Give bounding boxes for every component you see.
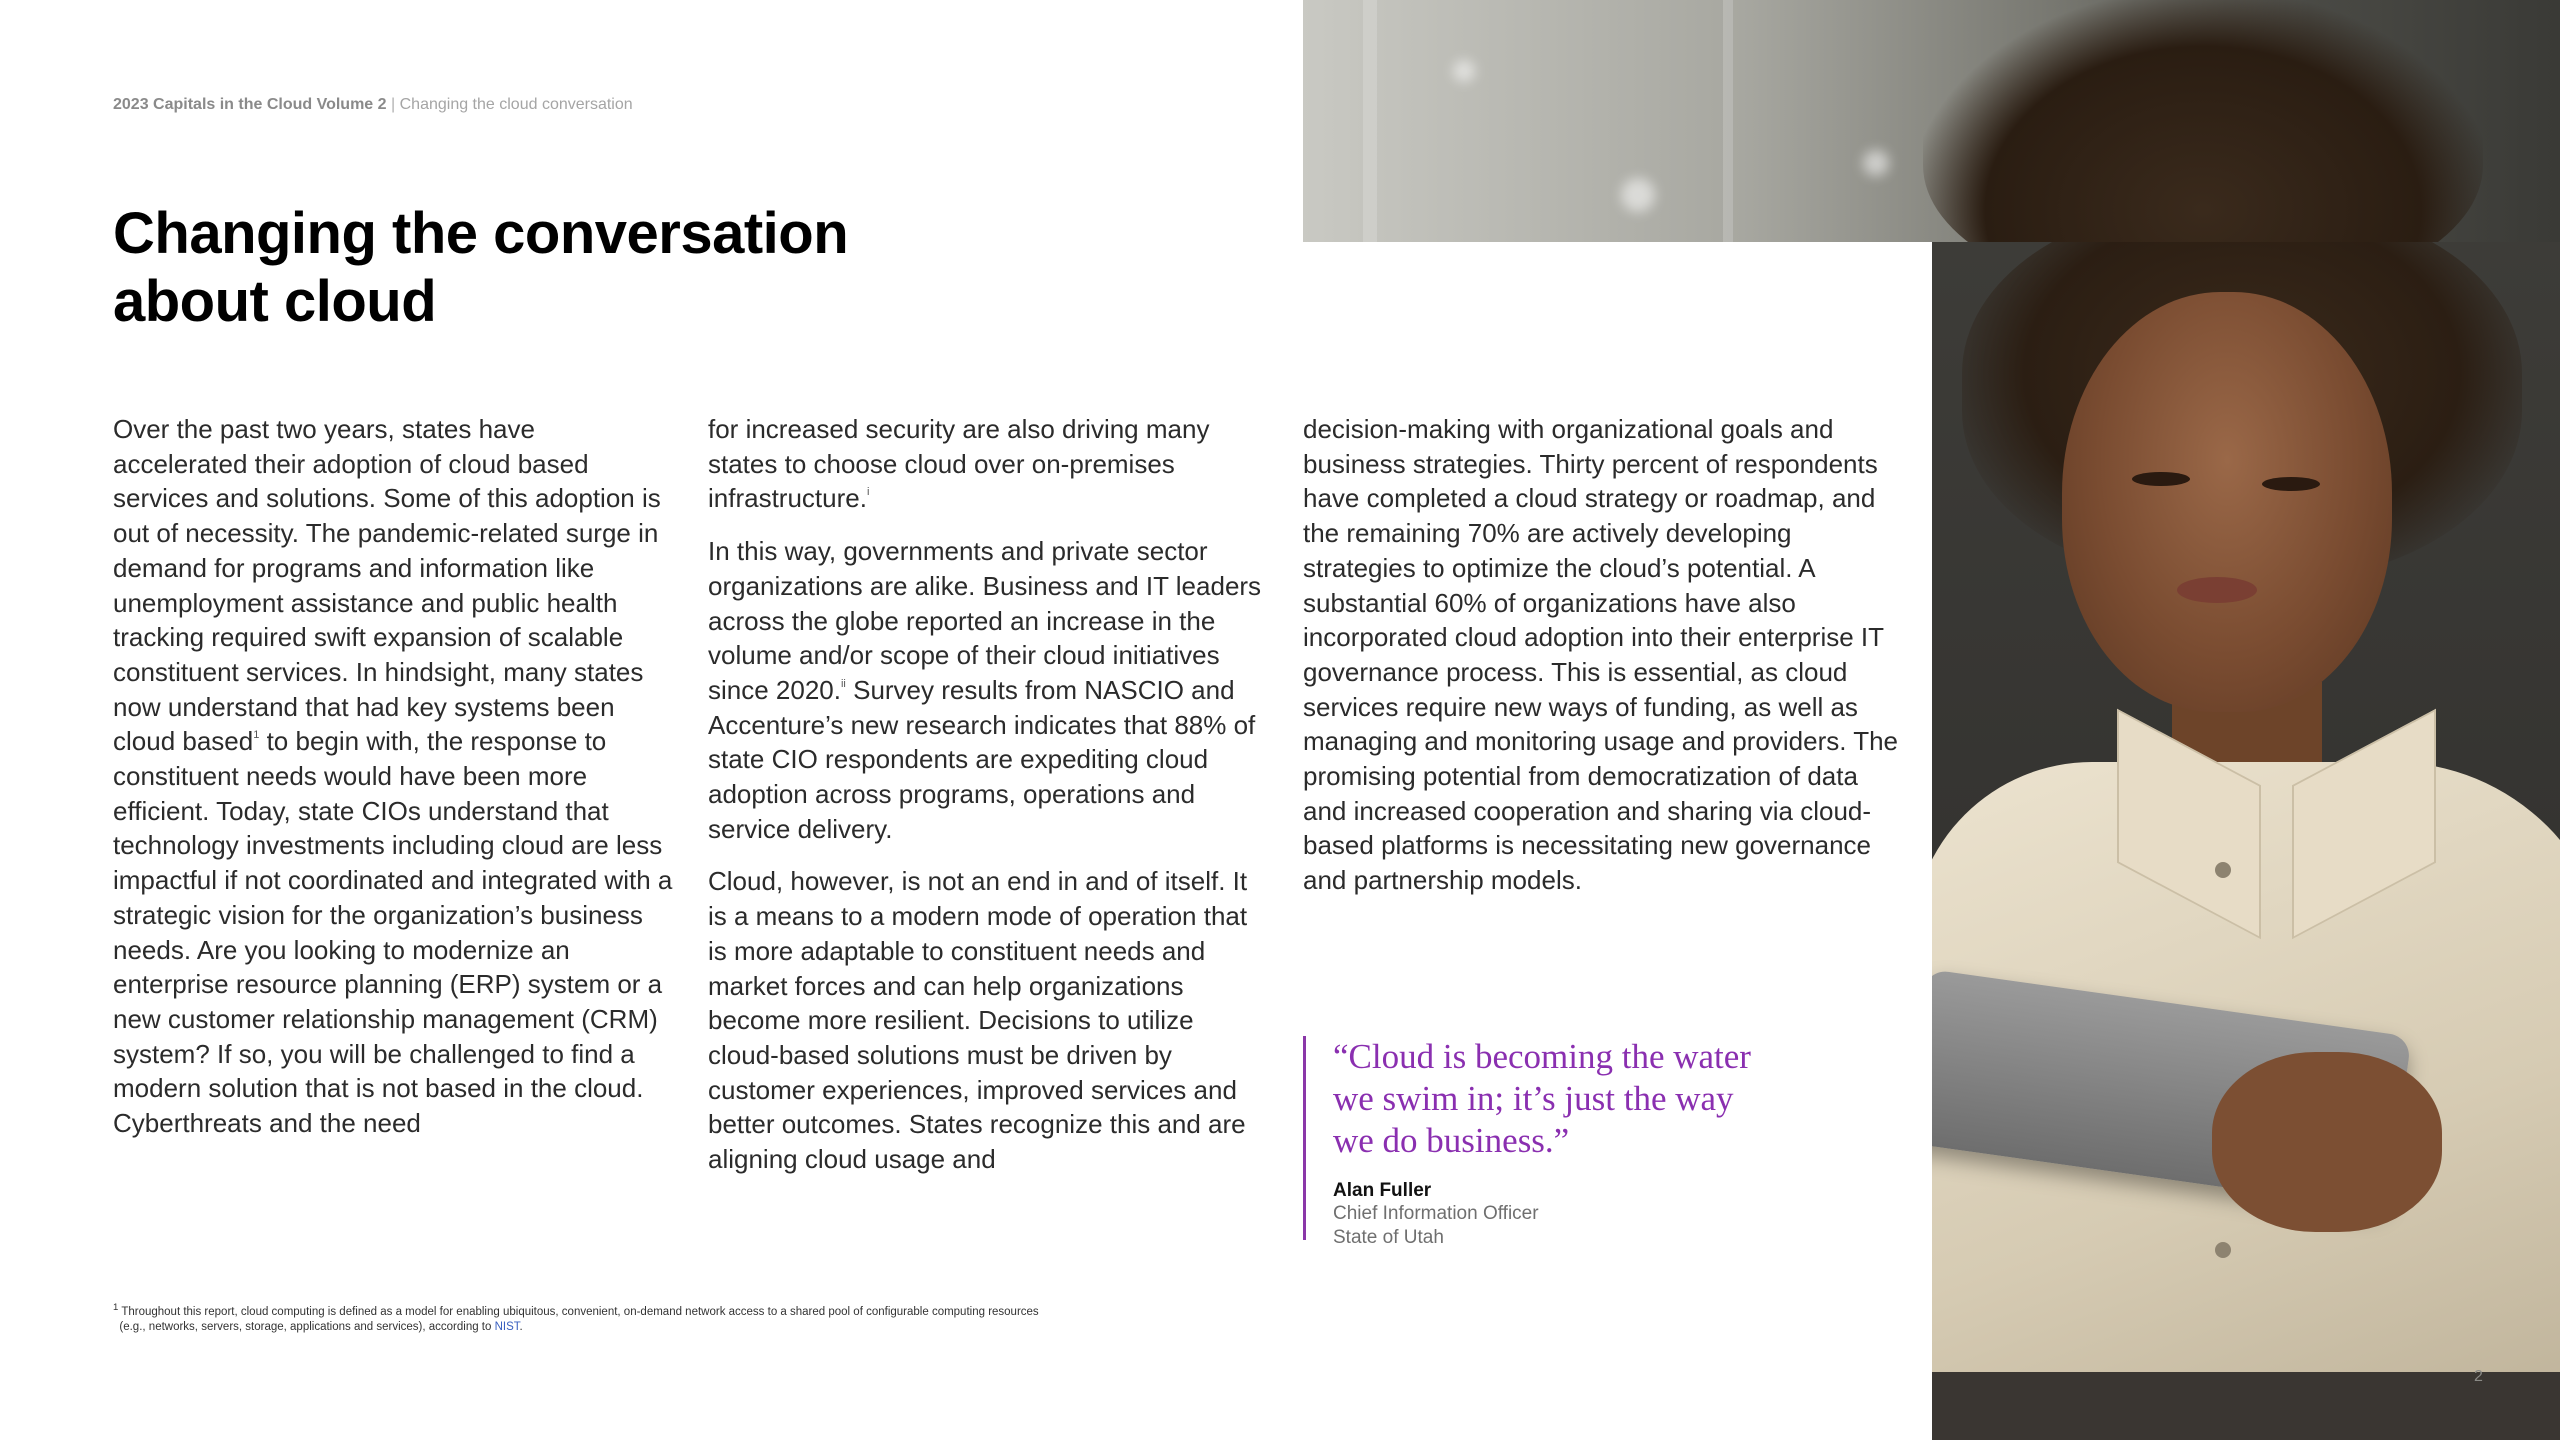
bokeh-light [1863,150,1889,176]
blouse-button [2215,1242,2231,1258]
header-separator: | [391,96,396,113]
footnote-text: (e.g., networks, servers, storage, applications and services), according to [119,1320,495,1333]
pull-quote [1303,1036,1863,1248]
paragraph: decision-making with organizational goals and business strategies. Thirty percent of respondents have completed a cloud strategy or roadmap, and the remaining 70% are actively developing strategies to optimize the cloud’s potential. A substantial 60% of organizations have also incorporated cloud adoption into their enterprise IT governance process. This is essential, as cloud services require new ways of funding, as well as managing and monitoring usage and providers. The promising potential from democratization of data and increased cooperation and sharing via cloud-based platforms is necessitating new governance and partnership models. [1303,414,1899,896]
footnote-text: . [519,1320,523,1333]
endnote-ref[interactable]: ii [840,677,846,690]
eye [2132,472,2190,486]
lips [2177,577,2257,603]
quote-line: “Cloud is becoming the water [1333,1037,1751,1076]
face [2062,292,2392,712]
bokeh-light [1621,178,1655,212]
page-title [113,200,848,336]
paragraph [708,534,1268,846]
window-frame [1363,0,1377,242]
hand [2212,1052,2442,1232]
footnote-marker: 1 [113,1302,119,1313]
footnote [113,1300,1039,1335]
paragraph-text: Survey results from NASCIO and Accenture’s new research indicates that 88% of state CIO respondents are expediting cloud adoption across programs, operations and service delivery. [708,674,1256,844]
paragraph-text: Over the past two years, states have accelerated their adoption of cloud based services and solutions. Some of this adoption is out of necessity. The pandemic-related surge in demand for programs and information like unemployment assistance and public health tracking required swift expansion of scalable constituent services. In hindsight, many states now understand that had key systems been cloud based [113,414,661,757]
quote-author-name: Alan Fuller [1333,1180,1432,1201]
body-column-3 [1303,412,1903,898]
belt [1932,1372,2560,1440]
paragraph-text: for increased security are also driving many states to choose cloud over on-premises infrastructure. [708,414,1210,514]
footnote-line-1 [113,1300,1039,1320]
section-name: Changing the cloud conversation [399,96,633,113]
body-column-1 [113,412,673,1141]
paragraph-text: In this way, governments and private sector organizations are alike. Business and IT leaders across the globe reported an increase in the volume and/or scope of their cloud initiatives since 2020. [708,536,1262,705]
quote-author-role: Chief Information Officer [1333,1203,1539,1224]
body-column-2 [708,412,1268,1177]
window-frame [1723,0,1733,242]
quote-line: we swim in; it’s just the way [1333,1079,1734,1118]
paragraph [113,412,673,1141]
paragraph: Cloud, however, is not an end in and of itself. It is a means to a modern mode of operation that is more adaptable to constituent needs and market forces and can help organizations become more resilient. Decisions to utilize cloud-based solutions must be driven by customer experiences, improved services and better outcomes. States recognize this and are aligning cloud usage and [708,866,1248,1175]
page-number: 2 [2474,1368,2483,1385]
hero-photo-person [1932,242,2560,1440]
hero-photo-top [1303,0,2560,242]
paragraph [708,412,1268,516]
hair [1923,0,2483,242]
footnote-text: Throughout this report, cloud computing is defined as a model for enabling ubiquitous, convenient, on-demand network access to a shared pool of configurable computing resources [121,1305,1039,1318]
eye [2262,477,2320,491]
bokeh-light [1453,60,1475,82]
footnote-line-2 [113,1320,1039,1335]
quote-line: we do business.” [1333,1121,1570,1160]
quote-text [1333,1036,1863,1162]
report-name: 2023 Capitals in the Cloud Volume 2 [113,96,387,113]
quote-author-org: State of Utah [1333,1227,1444,1248]
paragraph-text: to begin with, the response to constituent needs would have been more efficient. Today, state CIOs understand that technology investments including cloud are less impactful if not coordinated and integrated with a strategic vision for the organization’s business needs. Are you looking to modernize an enterprise resource planning (ERP) system or a new customer relationship management (CRM) system? If so, you will be challenged to find a modern solution that is not based in the cloud. Cyberthreats and the need [113,726,673,1139]
nist-link[interactable]: NIST [494,1320,520,1333]
running-header [113,96,633,114]
blouse-button [2215,862,2231,878]
page-title-line-1: Changing the conversation [113,201,849,266]
page-title-line-2: about cloud [113,269,437,334]
endnote-ref[interactable]: i [866,486,870,499]
footnote-ref[interactable]: 1 [253,729,260,742]
